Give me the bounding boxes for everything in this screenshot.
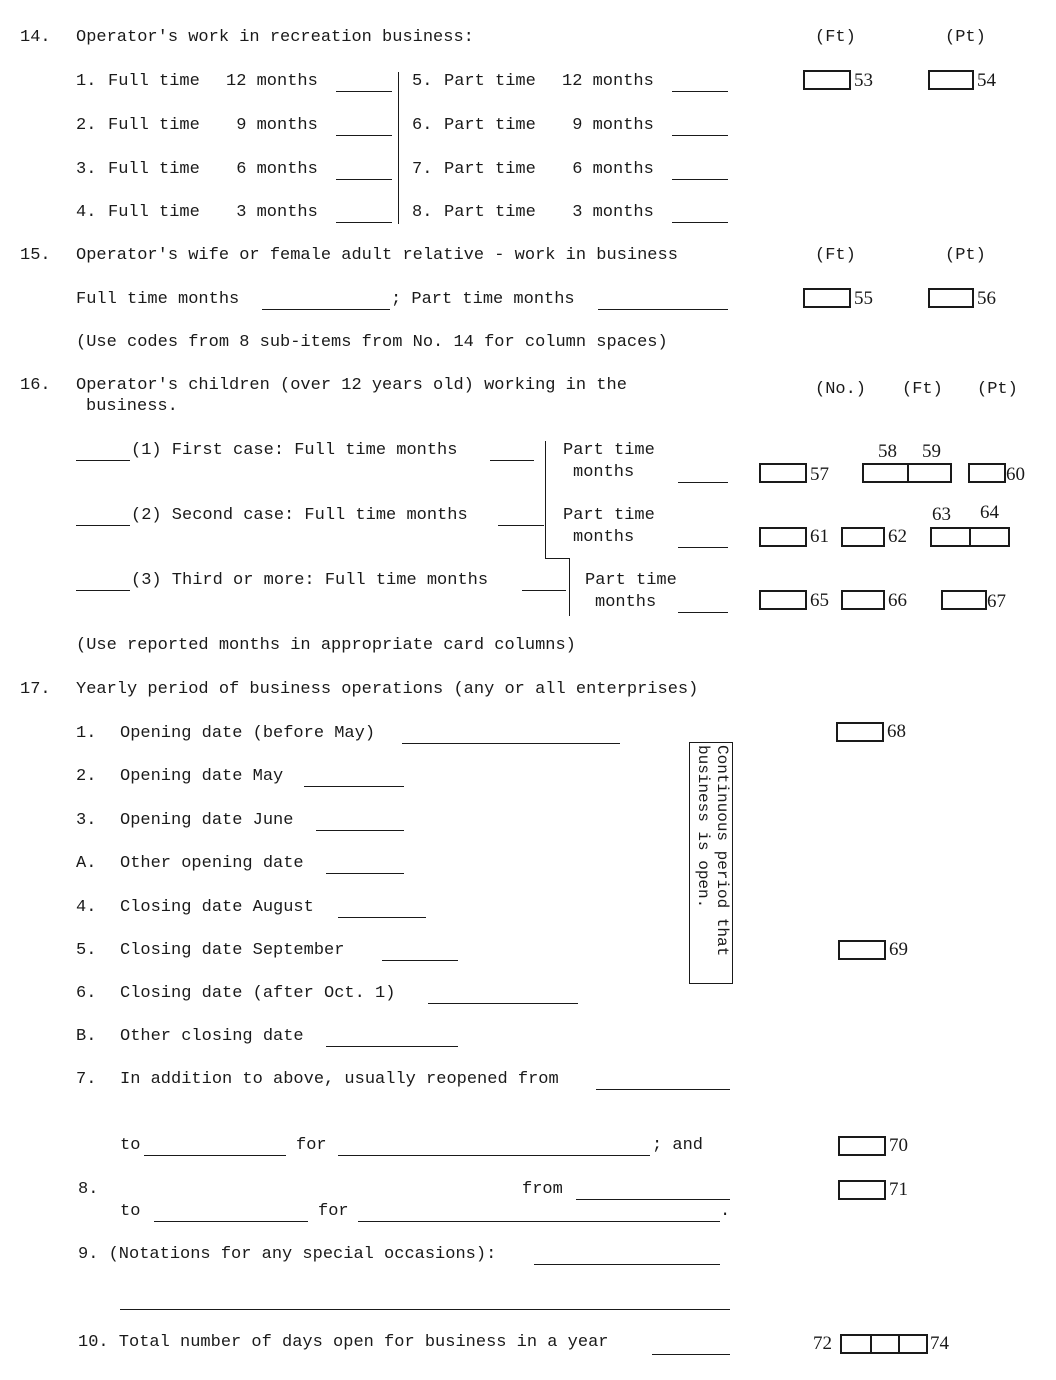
q17-item8-end: . xyxy=(720,1202,731,1221)
q16-case1-label: (1) First case: Full time months xyxy=(131,441,458,460)
q17-item-label: Opening date June xyxy=(120,811,294,830)
q16-pt-label: months xyxy=(573,463,635,482)
q14-column-divider xyxy=(398,72,399,224)
q17-item8-for-blank[interactable] xyxy=(358,1221,720,1222)
q14-item-number: 5. xyxy=(412,72,433,91)
q14-item-number: 4. xyxy=(76,203,97,222)
q14-item-label: Full time xyxy=(108,160,200,179)
q17-number: 17. xyxy=(20,680,51,699)
code-number: 55 xyxy=(854,288,873,309)
code-box-70[interactable] xyxy=(838,1136,886,1156)
code-box-56[interactable] xyxy=(928,288,974,308)
q16-case3-label: (3) Third or more: Full time months xyxy=(131,571,489,590)
code-number: 71 xyxy=(889,1179,908,1200)
code-number: 72 xyxy=(813,1333,832,1354)
q14-item-number: 2. xyxy=(76,116,97,135)
code-box-68[interactable] xyxy=(836,722,884,742)
q17-item-label: Opening date (before May) xyxy=(120,724,376,743)
q14-item-number: 7. xyxy=(412,160,433,179)
q17-item-number: A. xyxy=(76,854,97,873)
q14-item-months: 3 months xyxy=(562,203,654,222)
q14-item-months: 6 months xyxy=(562,160,654,179)
q15-title: Operator's wife or female adult relative - work in business xyxy=(76,246,678,265)
continuous-period-note: Continuous period that business is open. xyxy=(694,745,731,957)
code-number: 56 xyxy=(977,288,996,309)
code-number: 58 xyxy=(878,441,897,462)
q17-item7-to: to xyxy=(120,1136,141,1155)
q16-case2-count-blank[interactable] xyxy=(76,525,130,526)
q16-bracket xyxy=(569,558,570,616)
q16-col-ft-header: (Ft) xyxy=(902,380,943,399)
q17-item-label: Closing date (after Oct. 1) xyxy=(120,984,396,1003)
q16-col-no-header: (No.) xyxy=(815,380,867,399)
q16-pt-label: Part time xyxy=(563,441,655,460)
q17-item-label: Closing date August xyxy=(120,898,314,917)
q14-item-months: 12 months xyxy=(226,72,318,91)
q17-item-number: 3. xyxy=(76,811,97,830)
q17-item8-for: for xyxy=(318,1202,349,1221)
q17-item-number: 6. xyxy=(76,984,97,1003)
code-number: 68 xyxy=(887,721,906,742)
q17-item7-to-blank[interactable] xyxy=(144,1155,286,1156)
code-number: 66 xyxy=(888,590,907,611)
q16-case1-count-blank[interactable] xyxy=(76,460,130,461)
q17-item9-label: 9. (Notations for any special occasions): xyxy=(78,1245,497,1264)
q17-item8-to: to xyxy=(120,1202,141,1221)
q17-item7-for: for xyxy=(296,1136,327,1155)
q16-pt-label: months xyxy=(595,593,657,612)
q16-case1-ft-blank[interactable] xyxy=(490,460,534,461)
q15-ft-label: Full time months xyxy=(76,290,240,309)
q17-item9-blank-line2[interactable] xyxy=(120,1309,730,1310)
q16-number: 16. xyxy=(20,376,51,395)
q17-title: Yearly period of business operations (any or all enterprises) xyxy=(76,680,699,699)
q14-item4-blank[interactable] xyxy=(336,222,392,223)
code-box-62[interactable] xyxy=(841,527,885,547)
q17-itemA-blank[interactable] xyxy=(326,873,404,874)
code-number: 70 xyxy=(889,1135,908,1156)
code-box-67[interactable] xyxy=(941,590,987,610)
q17-item3-blank[interactable] xyxy=(316,830,404,831)
q17-item10-label: 10. Total number of days open for business in a year xyxy=(78,1333,609,1352)
q16-title-line1: Operator's children (over 12 years old) working in the xyxy=(76,376,627,395)
code-box-61[interactable] xyxy=(759,527,807,547)
code-number: 69 xyxy=(889,939,908,960)
q17-item7-from-blank[interactable] xyxy=(596,1089,730,1090)
code-number: 64 xyxy=(980,502,999,523)
q14-item-number: 3. xyxy=(76,160,97,179)
q17-item-number: B. xyxy=(76,1027,97,1046)
q15-number: 15. xyxy=(20,246,51,265)
q14-item-label: Full time xyxy=(108,203,200,222)
q16-case3-count-blank[interactable] xyxy=(76,590,130,591)
code-box-65[interactable] xyxy=(759,590,807,610)
q17-item8-to-blank[interactable] xyxy=(154,1221,308,1222)
code-number: 59 xyxy=(922,441,941,462)
q16-pt-label: Part time xyxy=(563,506,655,525)
q14-col-ft-header: (Ft) xyxy=(815,28,856,47)
q16-case3-ft-blank[interactable] xyxy=(522,590,566,591)
q14-item1-blank[interactable] xyxy=(336,91,392,92)
q15-ft-blank[interactable] xyxy=(262,309,390,310)
q14-item-months: 6 months xyxy=(226,160,318,179)
code-number: 57 xyxy=(810,464,829,485)
q16-case2-pt-blank[interactable] xyxy=(678,547,728,548)
q17-item-number: 4. xyxy=(76,898,97,917)
q15-col-pt-header: (Pt) xyxy=(945,246,986,265)
q15-note: (Use codes from 8 sub-items from No. 14 for column spaces) xyxy=(76,333,668,352)
q16-case1-pt-blank[interactable] xyxy=(678,482,728,483)
q17-itemB-blank[interactable] xyxy=(326,1046,458,1047)
q17-item4-blank[interactable] xyxy=(338,917,426,918)
q17-item9-blank[interactable] xyxy=(534,1264,720,1265)
q14-item-number: 1. xyxy=(76,72,97,91)
code-box-53[interactable] xyxy=(803,70,851,90)
q17-item6-blank[interactable] xyxy=(428,1003,578,1004)
q15-pt-blank[interactable] xyxy=(598,309,728,310)
q17-item2-blank[interactable] xyxy=(304,786,404,787)
q14-item-label: Part time xyxy=(444,116,536,135)
q14-item-months: 12 months xyxy=(562,72,654,91)
code-box-58-59[interactable] xyxy=(862,463,952,483)
q17-item-label: Opening date May xyxy=(120,767,284,786)
q14-item-months: 9 months xyxy=(226,116,318,135)
q16-bracket xyxy=(545,558,569,559)
q17-item10-blank[interactable] xyxy=(652,1354,730,1355)
code-box-66[interactable] xyxy=(841,590,885,610)
q14-item-label: Full time xyxy=(108,116,200,135)
q17-item5-blank[interactable] xyxy=(382,960,458,961)
q14-item6-blank[interactable] xyxy=(672,135,728,136)
code-box-60[interactable] xyxy=(968,463,1006,483)
q17-item-label: In addition to above, usually reopened from xyxy=(120,1070,559,1089)
q17-item-number: 7. xyxy=(76,1070,97,1089)
q15-pt-label: ; Part time months xyxy=(391,290,575,309)
q14-item-months: 3 months xyxy=(226,203,318,222)
q17-item8-from: from xyxy=(522,1180,563,1199)
code-number: 60 xyxy=(1006,464,1025,485)
q16-case2-label: (2) Second case: Full time months xyxy=(131,506,468,525)
code-box-71[interactable] xyxy=(838,1180,886,1200)
code-box-72-74[interactable] xyxy=(840,1334,928,1354)
q14-item-label: Part time xyxy=(444,72,536,91)
q17-item-number: 8. xyxy=(78,1180,99,1199)
q14-item-label: Full time xyxy=(108,72,200,91)
q16-bracket xyxy=(545,441,546,559)
continuous-period-box xyxy=(689,742,733,984)
code-number: 63 xyxy=(932,504,951,525)
q14-item-months: 9 months xyxy=(562,116,654,135)
q14-title: Operator's work in recreation business: xyxy=(76,28,474,47)
q17-item-number: 1. xyxy=(76,724,97,743)
q16-title-line2: business. xyxy=(86,397,178,416)
code-number: 74 xyxy=(930,1333,949,1354)
q16-col-pt-header: (Pt) xyxy=(977,380,1018,399)
q14-item8-blank[interactable] xyxy=(672,222,728,223)
code-box-54[interactable] xyxy=(928,70,974,90)
q17-item-number: 5. xyxy=(76,941,97,960)
q17-item-number: 2. xyxy=(76,767,97,786)
q16-pt-label: Part time xyxy=(585,571,677,590)
q14-number: 14. xyxy=(20,28,51,47)
q14-item5-blank[interactable] xyxy=(672,91,728,92)
q17-item7-and: ; and xyxy=(652,1136,704,1155)
q14-item7-blank[interactable] xyxy=(672,179,728,180)
q17-item-label: Other opening date xyxy=(120,854,304,873)
q14-item-number: 6. xyxy=(412,116,433,135)
q17-item-label: Closing date September xyxy=(120,941,345,960)
code-number: 62 xyxy=(888,526,907,547)
code-number: 53 xyxy=(854,70,873,91)
code-number: 54 xyxy=(977,70,996,91)
code-box-57[interactable] xyxy=(759,463,807,483)
code-number: 65 xyxy=(810,590,829,611)
code-box-63-64[interactable] xyxy=(930,527,1010,547)
q17-item7-for-blank[interactable] xyxy=(338,1155,650,1156)
q16-case2-ft-blank[interactable] xyxy=(498,525,544,526)
q14-item-number: 8. xyxy=(412,203,433,222)
q14-col-pt-header: (Pt) xyxy=(945,28,986,47)
code-number: 67 xyxy=(987,591,1006,612)
code-number: 61 xyxy=(810,526,829,547)
code-box-69[interactable] xyxy=(838,940,886,960)
q16-case3-pt-blank[interactable] xyxy=(678,612,728,613)
q17-item1-blank[interactable] xyxy=(402,743,620,744)
q14-item2-blank[interactable] xyxy=(336,135,392,136)
q14-item-label: Part time xyxy=(444,203,536,222)
q14-item3-blank[interactable] xyxy=(336,179,392,180)
q14-item-label: Part time xyxy=(444,160,536,179)
q16-note: (Use reported months in appropriate card columns) xyxy=(76,636,576,655)
code-box-55[interactable] xyxy=(803,288,851,308)
q16-pt-label: months xyxy=(573,528,635,547)
q15-col-ft-header: (Ft) xyxy=(815,246,856,265)
q17-item-label: Other closing date xyxy=(120,1027,304,1046)
q17-item8-from-blank[interactable] xyxy=(576,1199,730,1200)
